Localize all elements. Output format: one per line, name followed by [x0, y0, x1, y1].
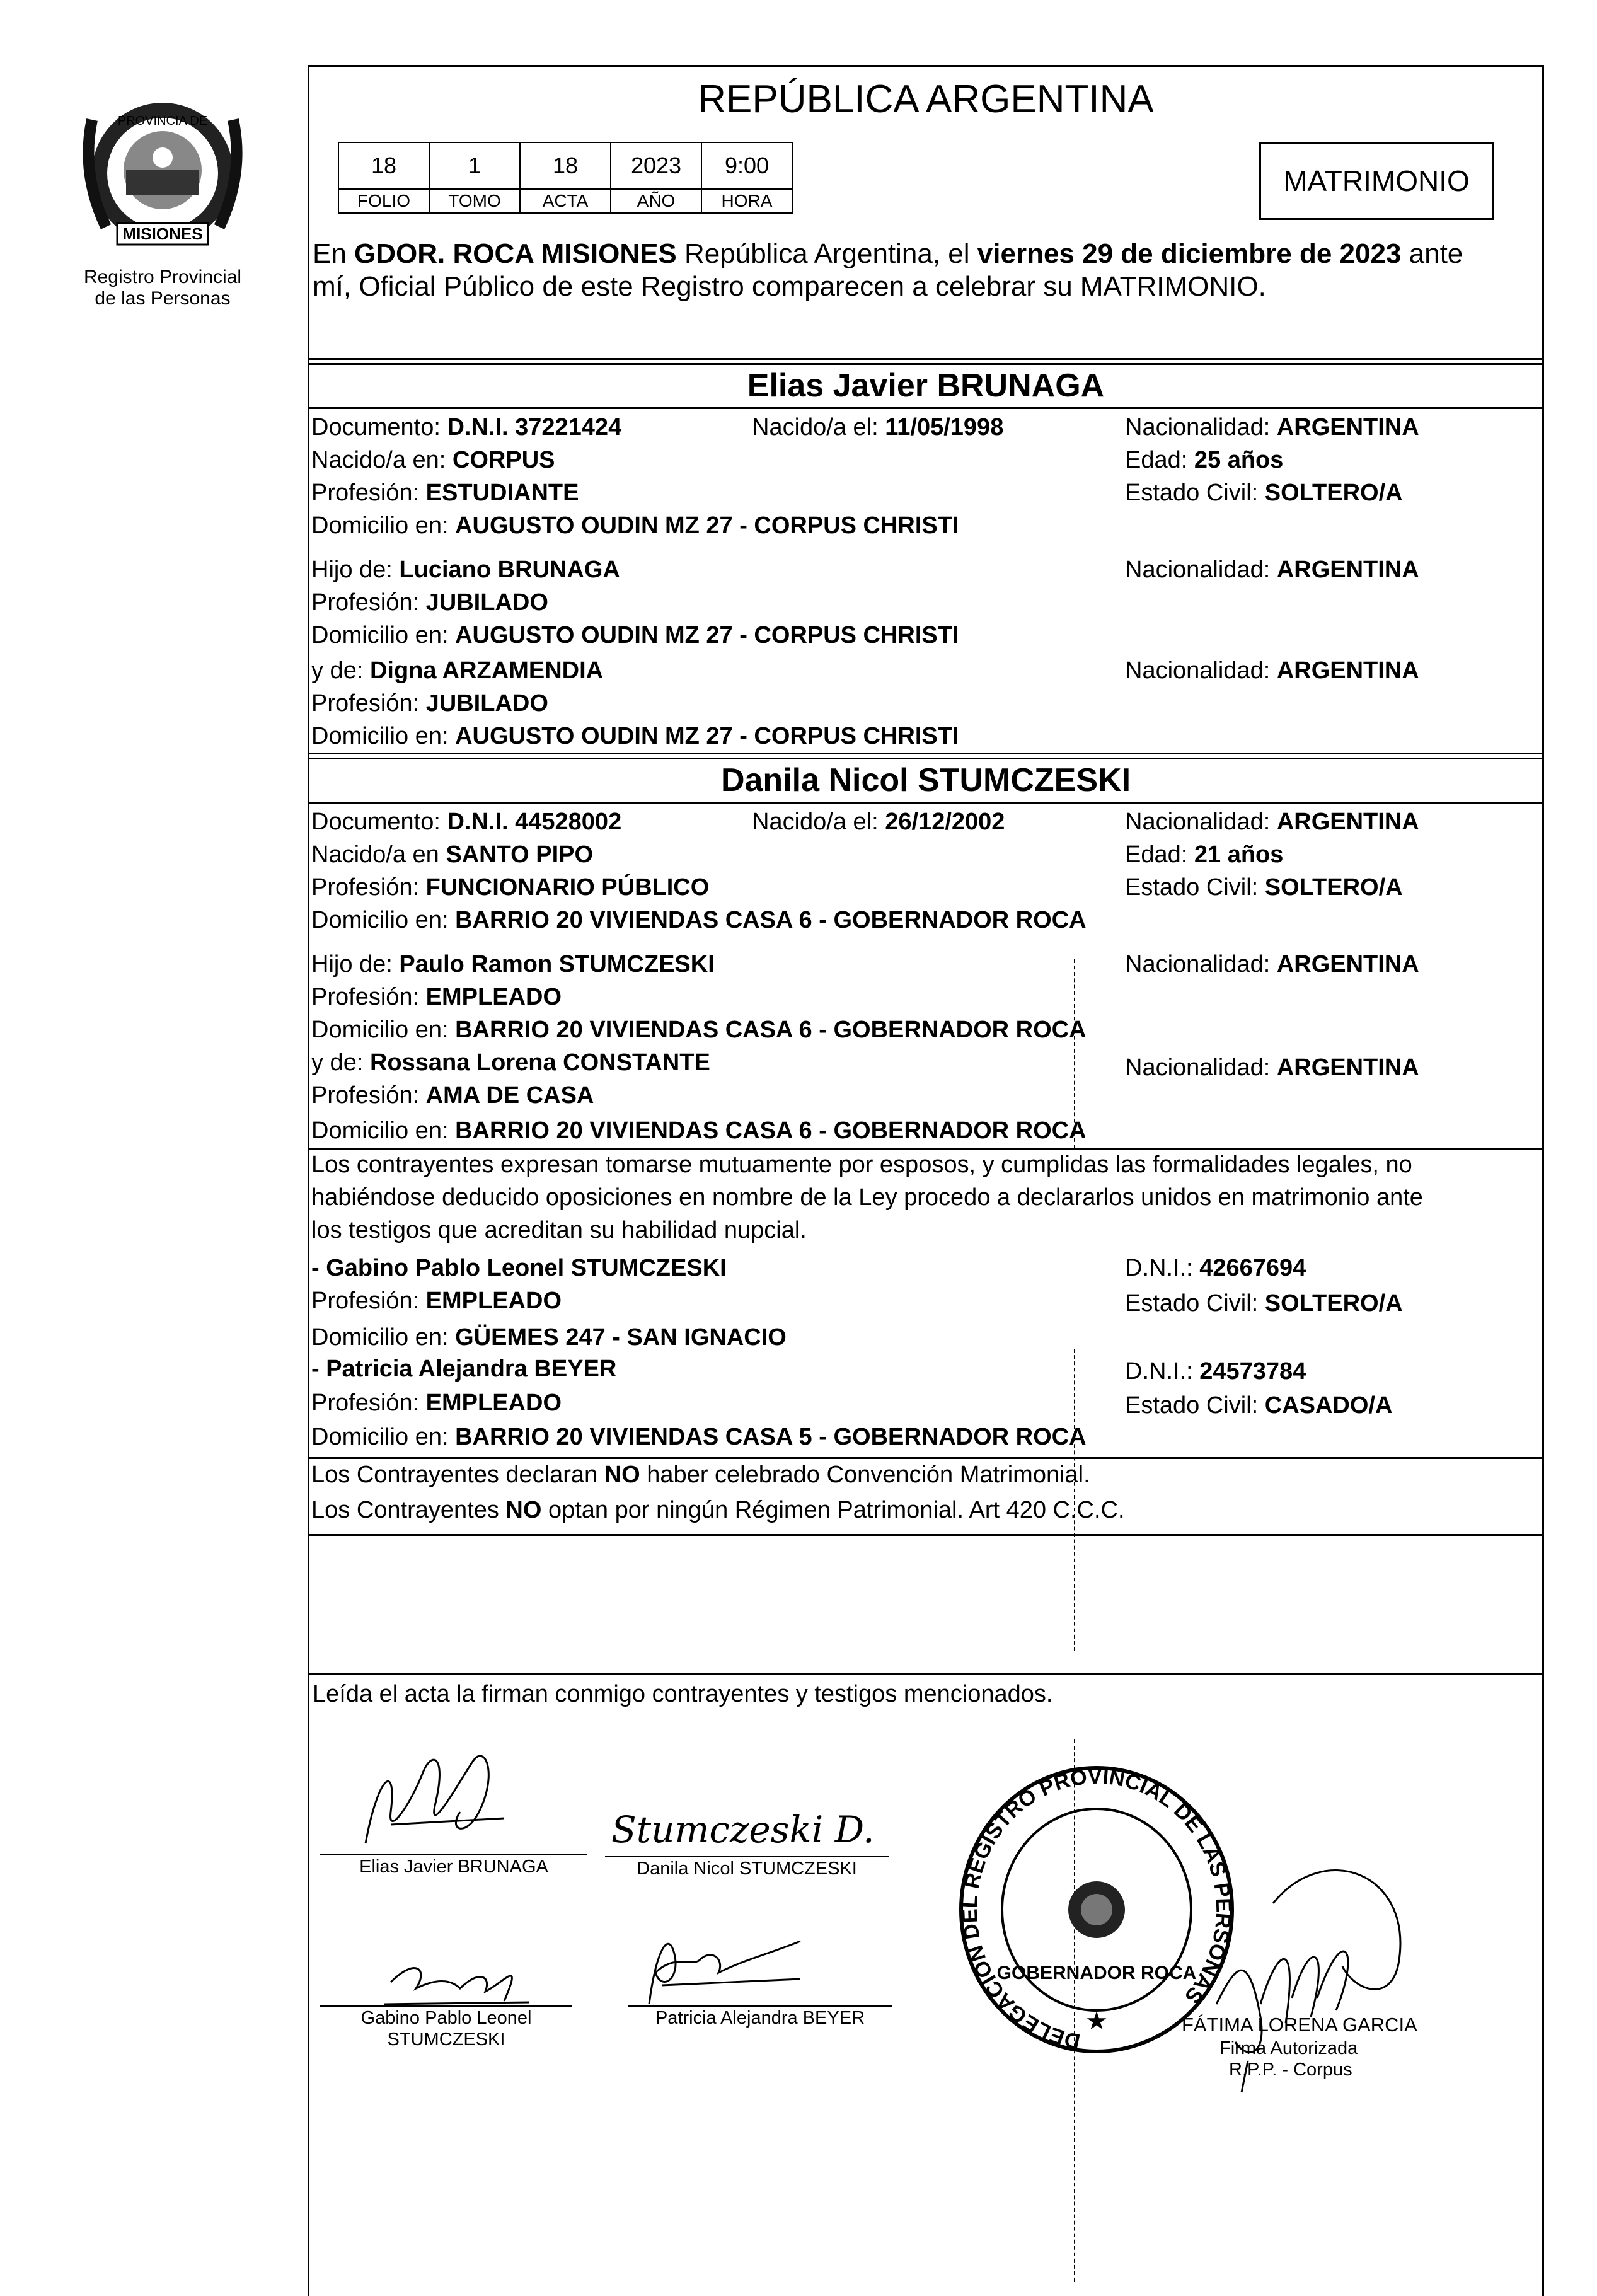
value: 11/05/1998 — [885, 414, 1004, 441]
label: Profesión: — [311, 984, 426, 1010]
spouse2-father-prof — [311, 983, 562, 1011]
value: BARRIO 20 VIVIENDAS CASA 6 - GOBERNADOR ROCA — [455, 907, 1087, 933]
svg-text:★: ★ — [1085, 2007, 1108, 2035]
label: Nacionalidad: — [1125, 657, 1277, 684]
spouse1-mother-dom — [311, 722, 959, 750]
label: Edad: — [1125, 447, 1194, 473]
intro-line1 — [313, 238, 1463, 270]
text: Los Contrayentes — [311, 1497, 506, 1523]
folio-value: 18 — [338, 142, 429, 189]
registry-logo — [81, 95, 245, 252]
official-title: Firma Autorizada — [1219, 2038, 1358, 2058]
value: FUNCIONARIO PÚBLICO — [425, 874, 710, 901]
value: EMPLEADO — [425, 1390, 562, 1416]
anio-label: AÑO — [611, 189, 701, 213]
value: ARGENTINA — [1276, 557, 1419, 583]
value: D.N.I. 37221424 — [447, 414, 622, 441]
divider — [308, 1148, 1544, 1150]
spouse1-father-prof — [311, 589, 548, 616]
signature-handwritten-2: Stumczeski D. — [611, 1808, 875, 1851]
label: Profesión: — [311, 874, 426, 901]
witness1-prof — [311, 1287, 562, 1315]
tomo-label: TOMO — [429, 189, 520, 213]
official-name: FÁTIMA LORENA GARCIA — [1182, 2014, 1417, 2036]
text: Los Contrayentes declaran — [311, 1462, 604, 1488]
value: ARGENTINA — [1276, 951, 1419, 978]
spouse2-mother-nac — [1125, 1054, 1419, 1082]
spouse2-edad — [1125, 841, 1283, 868]
divider — [308, 758, 1544, 759]
spouse1-nacido-el — [752, 413, 1003, 441]
signature-line — [628, 2005, 892, 2007]
convention-line2 — [311, 1496, 1125, 1524]
label: y de: — [311, 657, 370, 684]
value: AUGUSTO OUDIN MZ 27 - CORPUS CHRISTI — [455, 512, 959, 539]
label: Estado Civil: — [1125, 1392, 1265, 1419]
label: Profesión: — [311, 589, 426, 616]
label: Domicilio en: — [311, 512, 456, 539]
svg-text:PROVINCIA DE: PROVINCIA DE — [117, 114, 208, 128]
value: JUBILADO — [425, 690, 548, 717]
spouse1-domicilio — [311, 512, 959, 539]
value: ARGENTINA — [1276, 657, 1419, 684]
label: Domicilio en: — [311, 1017, 456, 1043]
witness1-dni — [1125, 1254, 1306, 1282]
column-guide — [1074, 1349, 1075, 1651]
spouse1-nacido-en — [311, 446, 555, 474]
spouse2-mother — [311, 1049, 710, 1076]
value: Luciano BRUNAGA — [399, 557, 620, 583]
label: y de: — [311, 1049, 370, 1076]
spouse1-mother-nac — [1125, 657, 1419, 684]
label: Estado Civil: — [1125, 1290, 1265, 1317]
value: BARRIO 20 VIVIENDAS CASA 6 - GOBERNADOR ROCA — [455, 1017, 1087, 1043]
spouse1-estado — [1125, 479, 1403, 507]
value: ARGENTINA — [1276, 809, 1419, 835]
emphasis: NO — [505, 1497, 542, 1523]
label: Hijo de: — [311, 557, 400, 583]
declaration-line1: Los contrayentes expresan tomarse mutuamente por esposos, y cumplidas las formalidades legales, no — [311, 1151, 1412, 1178]
signature-label-1: Elias Javier BRUNAGA — [359, 1857, 548, 1877]
spouse2-mother-prof — [311, 1082, 594, 1109]
spouse1-name: Elias Javier BRUNAGA — [747, 367, 1105, 404]
spouse2-father-dom — [311, 1016, 1087, 1044]
svg-text:DELEGACION DEL REGISTRO PROVIN: DELEGACION DEL REGISTRO PROVINCIAL DE LAS PERSONAS — [957, 1764, 1236, 2054]
signature-label-3-line2: STUMCZESKI — [387, 2029, 505, 2050]
value: SOLTERO/A — [1264, 480, 1403, 506]
value: AMA DE CASA — [425, 1082, 594, 1109]
registry-table — [338, 142, 793, 214]
spouse1-father-dom — [311, 621, 959, 649]
value: SANTO PIPO — [446, 841, 594, 868]
witness2-name: - Patricia Alejandra BEYER — [311, 1356, 617, 1382]
spouse1-mother-prof — [311, 689, 548, 717]
label: Nacido/a el: — [752, 809, 885, 835]
label: Profesión: — [311, 1082, 426, 1109]
divider — [308, 753, 1544, 754]
label: D.N.I.: — [1125, 1255, 1200, 1281]
spouse2-father-nac — [1125, 950, 1419, 978]
intro-line2: mí, Oficial Público de este Registro comparecen a celebrar su MATRIMONIO. — [313, 271, 1266, 302]
value: Rossana Lorena CONSTANTE — [369, 1049, 710, 1076]
text: optan por ningún Régimen Patrimonial. Art 420 C.C.C. — [541, 1497, 1125, 1523]
label: Nacionalidad: — [1125, 951, 1277, 978]
value: AUGUSTO OUDIN MZ 27 - CORPUS CHRISTI — [455, 723, 959, 749]
column-guide — [1074, 959, 1075, 1148]
value: ARGENTINA — [1276, 1054, 1419, 1081]
divider — [308, 1673, 1544, 1675]
label: Nacido/a el: — [752, 414, 885, 441]
value: Digna ARZAMENDIA — [369, 657, 604, 684]
label: Nacionalidad: — [1125, 1054, 1277, 1081]
label: Edad: — [1125, 841, 1194, 868]
spouse2-profesion — [311, 874, 709, 901]
value: 24573784 — [1199, 1358, 1306, 1385]
spouse2-nacido-el — [752, 808, 1005, 836]
declaration-line3: los testigos que acreditan su habilidad nupcial. — [311, 1217, 807, 1243]
label: Profesión: — [311, 1390, 426, 1416]
value: SOLTERO/A — [1264, 874, 1403, 901]
intro-place: GDOR. ROCA MISIONES — [354, 238, 677, 269]
label: Nacionalidad: — [1125, 414, 1277, 441]
signature-line — [605, 1856, 889, 1857]
logo-caption-line1: Registro Provincial — [83, 267, 242, 287]
spouse1-profesion — [311, 479, 579, 507]
convention-line1 — [311, 1461, 1090, 1489]
acta-value: 18 — [520, 142, 611, 189]
value: BARRIO 20 VIVIENDAS CASA 5 - GOBERNADOR ROCA — [455, 1424, 1087, 1450]
spouse1-father — [311, 556, 620, 584]
spouse2-nacido-en — [311, 841, 593, 868]
witness2-dom — [311, 1423, 1087, 1451]
page-title: REPÚBLICA ARGENTINA — [698, 78, 1154, 121]
logo-caption-line2: de las Personas — [95, 288, 231, 309]
anio-value: 2023 — [611, 142, 701, 189]
signature-line — [320, 1854, 587, 1855]
label: Domicilio en: — [311, 1324, 456, 1351]
value: BARRIO 20 VIVIENDAS CASA 6 - GOBERNADOR ROCA — [455, 1117, 1087, 1144]
signature-scribble-1 — [353, 1736, 517, 1856]
divider — [308, 363, 1544, 365]
signature-label-2: Danila Nicol STUMCZESKI — [637, 1859, 857, 1879]
divider — [308, 358, 1544, 360]
label: Domicilio en: — [311, 1117, 456, 1144]
label: D.N.I.: — [1125, 1358, 1200, 1385]
logo-caption — [68, 267, 257, 309]
signature-scribble-3 — [378, 1944, 536, 2014]
label: Documento: — [311, 414, 447, 441]
spouse1-documento — [311, 413, 621, 441]
label: Domicilio en: — [311, 1424, 456, 1450]
spouse2-mother-dom — [311, 1117, 1087, 1145]
label: Documento: — [311, 809, 447, 835]
label: Estado Civil: — [1125, 874, 1265, 901]
value: D.N.I. 44528002 — [447, 809, 622, 835]
label: Profesión: — [311, 1288, 426, 1314]
spouse2-name: Danila Nicol STUMCZESKI — [720, 762, 1131, 799]
signature-line — [320, 2005, 572, 2007]
signature-label-4: Patricia Alejandra BEYER — [655, 2008, 865, 2028]
label: Estado Civil: — [1125, 480, 1265, 506]
witness2-dni — [1125, 1358, 1306, 1385]
value: GÜEMES 247 - SAN IGNACIO — [455, 1324, 787, 1351]
value: ESTUDIANTE — [425, 480, 579, 506]
witness2-estado — [1125, 1392, 1392, 1419]
value: 25 años — [1194, 447, 1284, 473]
spouse2-documento — [311, 808, 621, 836]
text: haber celebrado Convención Matrimonial. — [640, 1462, 1090, 1488]
divider — [308, 802, 1544, 804]
divider — [308, 1534, 1544, 1536]
value: ARGENTINA — [1276, 414, 1419, 441]
value: 42667694 — [1199, 1255, 1306, 1281]
value: CORPUS — [452, 447, 555, 473]
label: Profesión: — [311, 480, 426, 506]
intro-text: ante — [1401, 238, 1463, 269]
official-office: R.P.P. - Corpus — [1229, 2060, 1352, 2080]
signature-label-3-line1: Gabino Pablo Leonel — [360, 2008, 532, 2028]
folio-label: FOLIO — [338, 189, 429, 213]
intro-text: República Argentina, el — [676, 238, 977, 269]
label: Hijo de: — [311, 951, 400, 978]
witness1-name: - Gabino Pablo Leonel STUMCZESKI — [311, 1255, 727, 1281]
svg-text:GOBERNADOR ROCA: GOBERNADOR ROCA — [996, 1963, 1197, 1983]
value: Paulo Ramon STUMCZESKI — [399, 951, 715, 978]
spouse1-father-nac — [1125, 556, 1419, 584]
value: EMPLEADO — [425, 984, 562, 1010]
value: 21 años — [1194, 841, 1284, 868]
closing-text: Leída el acta la firman conmigo contrayentes y testigos mencionados. — [313, 1681, 1053, 1707]
witness1-dom — [311, 1324, 787, 1351]
divider — [308, 407, 1544, 409]
label: Nacionalidad: — [1125, 557, 1277, 583]
label: Domicilio en: — [311, 907, 456, 933]
acta-label: ACTA — [520, 189, 611, 213]
label: Nacido/a en: — [311, 447, 453, 473]
value: JUBILADO — [425, 589, 548, 616]
spouse2-father — [311, 950, 715, 978]
witness1-estado — [1125, 1289, 1403, 1317]
province-seal-icon — [81, 95, 245, 252]
hora-label: HORA — [701, 189, 792, 213]
intro-date: viernes 29 de diciembre de 2023 — [977, 238, 1402, 269]
spouse2-domicilio — [311, 906, 1087, 934]
value: AUGUSTO OUDIN MZ 27 - CORPUS CHRISTI — [455, 622, 959, 649]
spouse2-nacionalidad — [1125, 808, 1419, 836]
spouse1-mother — [311, 657, 603, 684]
label: Domicilio en: — [311, 622, 456, 649]
svg-text:MISIONES: MISIONES — [122, 224, 203, 243]
spouse1-nacionalidad — [1125, 413, 1419, 441]
value: CASADO/A — [1264, 1392, 1393, 1419]
declaration-line2: habiéndose deducido oposiciones en nombre de la Ley procedo a declararlos unidos en matrimonio ante — [311, 1184, 1423, 1211]
spouse2-estado — [1125, 874, 1403, 901]
label: Nacionalidad: — [1125, 809, 1277, 835]
signature-scribble-4 — [624, 1916, 813, 2010]
label: Profesión: — [311, 690, 426, 717]
witness2-prof — [311, 1389, 562, 1417]
divider — [308, 1457, 1544, 1459]
label: Nacido/a en — [311, 841, 446, 868]
hora-value: 9:00 — [701, 142, 792, 189]
value: EMPLEADO — [425, 1288, 562, 1314]
tomo-value: 1 — [429, 142, 520, 189]
record-type-box: MATRIMONIO — [1259, 142, 1494, 220]
spouse1-edad — [1125, 446, 1283, 474]
intro-text: En — [313, 238, 355, 269]
value: 26/12/2002 — [885, 809, 1005, 835]
label: Domicilio en: — [311, 723, 456, 749]
emphasis: NO — [604, 1462, 640, 1488]
signature-label-3 — [320, 2007, 572, 2050]
value: SOLTERO/A — [1264, 1290, 1403, 1317]
